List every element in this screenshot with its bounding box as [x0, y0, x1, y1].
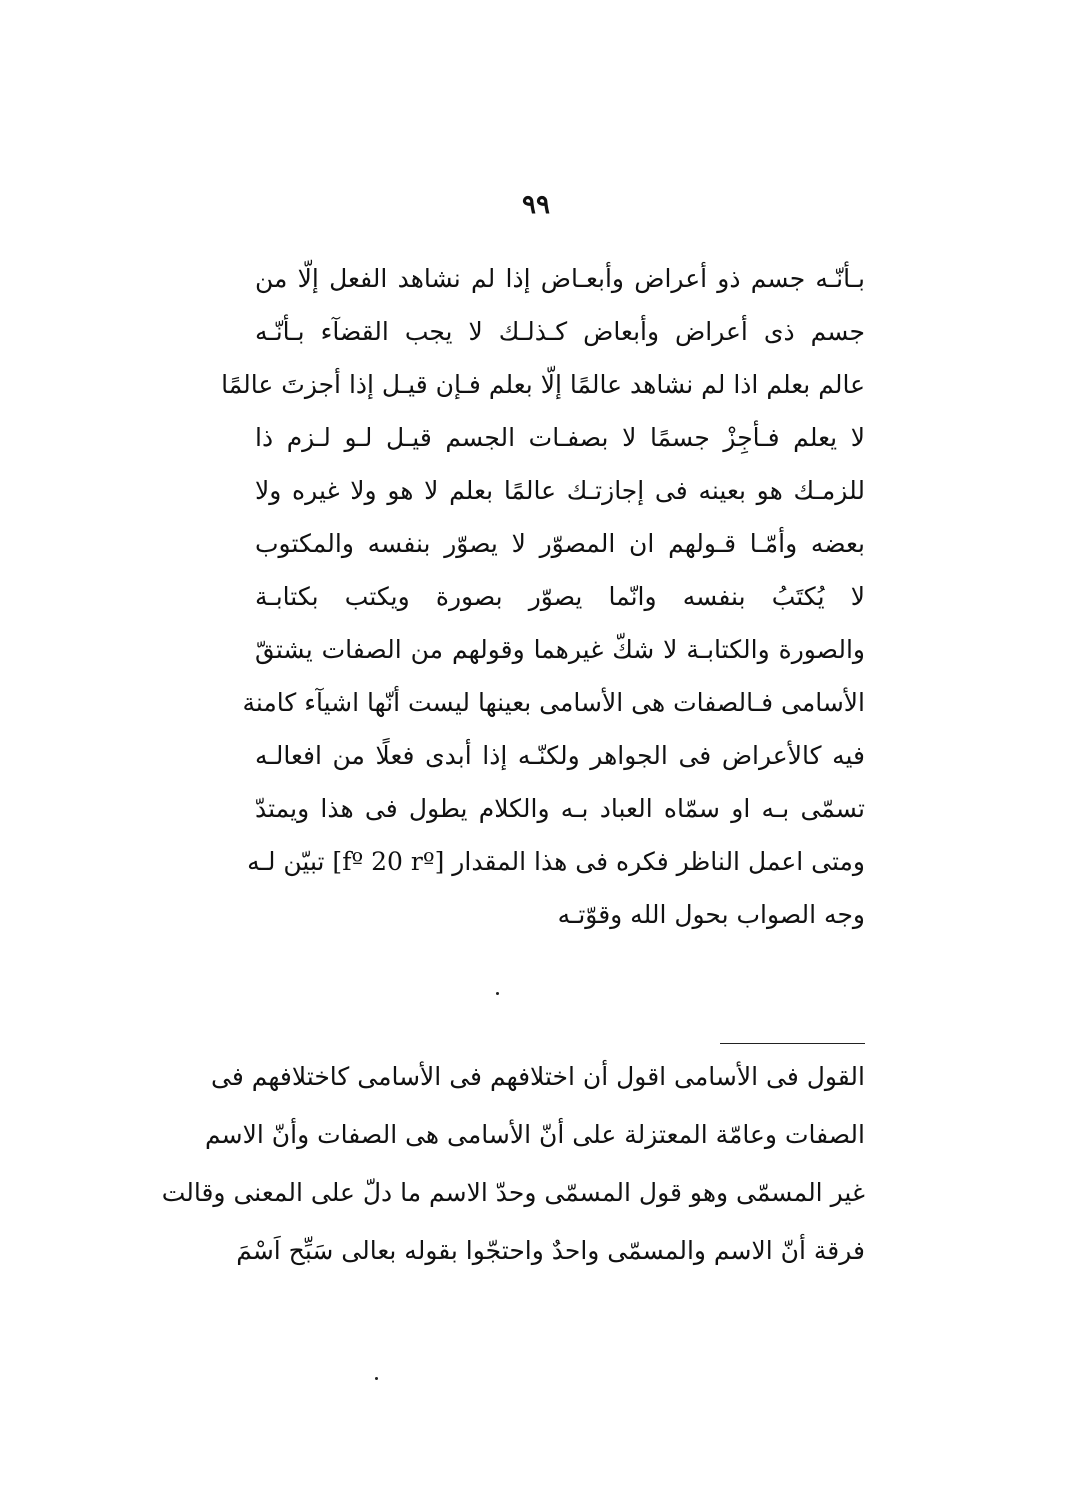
- text-line: الأسامى فـالصفات هى الأسامى بعينها ليست أنّها اشيآء كامنة: [242, 688, 865, 717]
- ink-dot: [375, 1377, 378, 1380]
- text-line: لا يُكتَبُ بنفسه وانّما يصوّر بصورة ويكتب بكتابـة: [255, 582, 865, 611]
- paragraph-one: [221, 252, 865, 941]
- section-divider: [720, 1043, 865, 1044]
- text-line: بعضه وأمّـا قـولهم ان المصوّر لا يصوّر بنفسه والمكتوب: [255, 529, 865, 558]
- text-line: الصفات وعامّة المعتزلة على أنّ الأسامى هى الصفات وأنّ الاسم: [205, 1120, 865, 1149]
- text-line: جسم ذى أعراض وأبعاض كـذلـك لا يجب القضآء بـأنّـه: [255, 317, 865, 346]
- text-line: غير المسمّى وهو قول المسمّى وحدّ الاسم ما دلّ على المعنى وقالت: [161, 1178, 865, 1207]
- text-line: للزمـك هو بعينه فى إجازتـك عالمًا بعلم لا هو ولا غيره ولا: [255, 476, 865, 505]
- text-line: لا يعلم فـأجِزْ جسمًا لا بصفـات الجسم قيـل لـو لـزم ذا: [255, 423, 865, 452]
- text-line: والصورة والكتابـة لا شكّ غيرهما وقولهم من الصفات يشتقّ: [255, 635, 865, 664]
- text-line: بـأنّـه جسم ذو أعراض وأبعـاض إذا لم نشاهد الفعل إلّا من: [255, 264, 865, 293]
- text-line-last: وجه الصواب بحول الله وقوّتـه: [557, 900, 865, 929]
- page-number: ٩٩: [522, 190, 550, 220]
- text-line: تسمّى بـه او سمّاه العباد بـه والكلام يطول فى هذا ويمتدّ: [255, 794, 865, 823]
- text-line: عالم بعلم اذا لم نشاهد عالمًا إلّا بعلم فـإن قيـل إذا أجزتَ عالمًا: [221, 370, 865, 399]
- paragraph-two: [161, 1048, 865, 1280]
- text-line: ومتى اعمل الناظر فكره فى هذا المقدار [fº 20 rº] تبيّن لـه: [247, 847, 865, 876]
- ink-dot: [496, 992, 499, 995]
- text-line: فيه كالأعراض فى الجواهر ولكنّـه إذا أبدى فعلًا من افعالـه: [255, 741, 865, 770]
- text-line: القول فى الأسامى اقول أن اختلافهم فى الأسامى كاختلافهم فى: [211, 1062, 865, 1091]
- text-line: فرقة أنّ الاسم والمسمّى واحدٌ واحتجّوا بقوله بعالى سَبِّح اَسْمَ: [236, 1236, 865, 1265]
